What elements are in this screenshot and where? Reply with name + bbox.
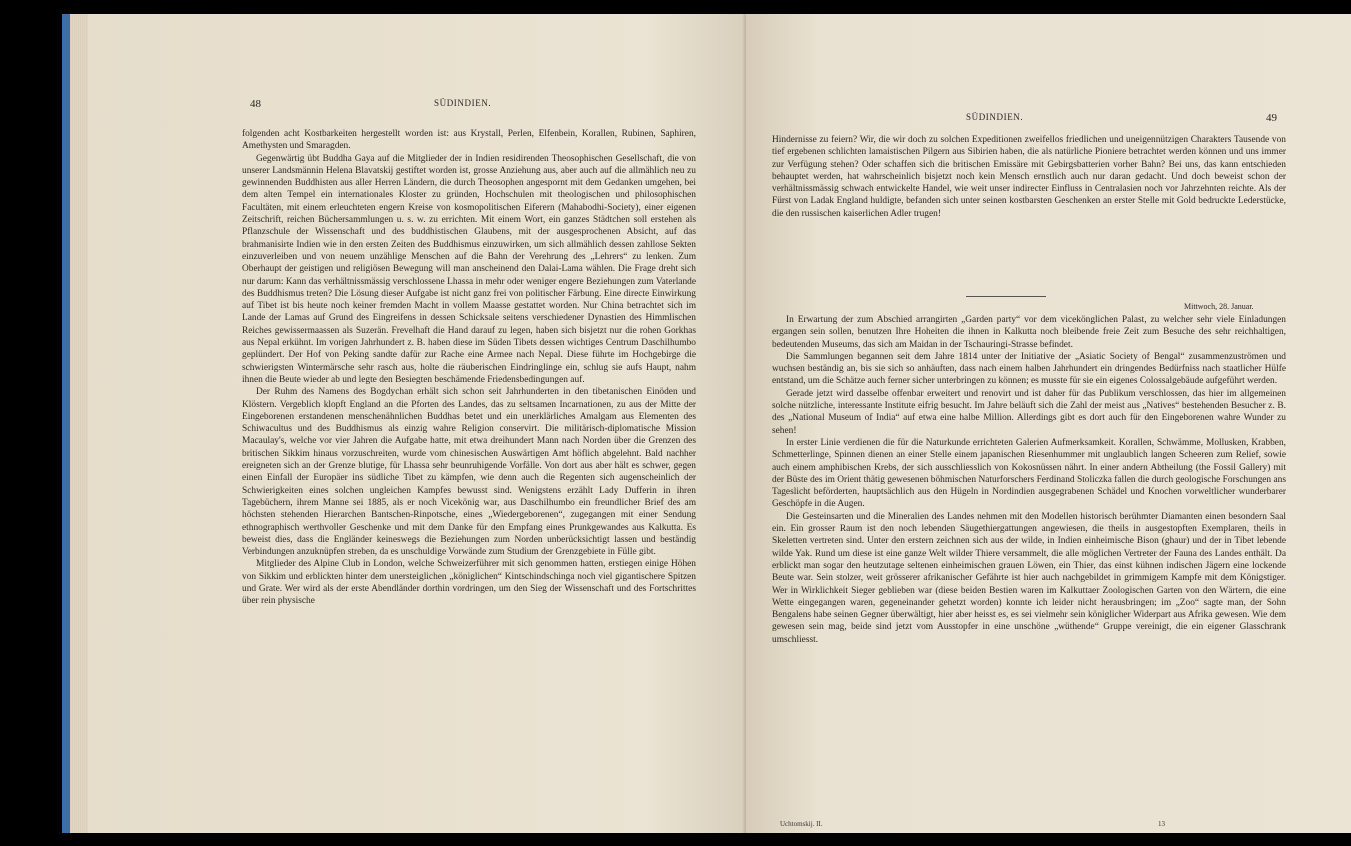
running-head: SÜDINDIEN. (966, 112, 1024, 122)
right-page-text-bottom (772, 314, 1286, 646)
book-spread (62, 14, 1351, 833)
paragraph: Gerade jetzt wird dasselbe offenbar erweitert und renovirt und ist daher für das Publikum verschlossen, das hier im allgemeinen solche nützliche, interessante Institute eifrig besucht. Im Jahre beläuft sich die Zahl der meist aus „Natives“ bestehenden Besucher z. B. des „National Museum of India“ auf etwa eine halbe Million. Allerdings gibt es dort auch für den Eingeborenen wahre Wunder zu sehen! (772, 388, 1286, 436)
right-page (746, 14, 1351, 833)
paragraph: folgenden acht Kostbarkeiten hergestellt worden ist: aus Krystall, Perlen, Elfenbein, Korallen, Rubinen, Saphiren, Amethysten und Smaragden. (242, 129, 696, 152)
left-page (88, 14, 746, 833)
paragraph: Hindernisse zu feiern? Wir, die wir doch zu solchen Expeditionen zweifellos friedlichen und uneigennützigen Charakters Tausende von tief ergebenen schlichten lamaistischen Pilgern aus Sibirien haben, die als natürliche Pioniere betrachtet werden können und uns immer zur Verfügung stehen? Oder schaffen sich die britischen Emissäre mit Gebirgsbatterien vorher Bahn? Bei uns, das kann entschieden behauptet werden, hat wahrscheinlich bisjetzt noch kein Mensch ernstlich auch nur daran gedacht. Und doch beweist schon der verhältnissmässig schwach entwickelte Handel, wie weit unser indirecter Einfluss in Centralasien noch vor Jahrzehnten reichte. Als der Fürst von Ladak England huldigte, befanden sich unter seinen kostbarsten Geschenken an erster Stelle mit Gold bedruckte Lederstücke, die den russischen kaiserlichen Adler trugen! (772, 135, 1286, 219)
paragraph: Die Gesteinsarten und die Mineralien des Landes nehmen mit den Modellen historisch berühmter Diamanten einen besondern Saal ein. Ein grosser Raum ist den noch lebenden Säugethiergattungen angewiesen, die theils in ausgestopften Exemplaren, theils in Skeletten vertreten sind. Unter den erstern zeichnen sich aus der wilde, in Indien einheimische Bison (ghaur) und der in Tibet lebende wilde Yak. Rund um diese ist eine ganze Welt wilder Thiere versammelt, die alle möglichen Vertreter der Fauna des Landes enthält. Da erblickt man sogar den heutzutage seltenen einheimischen grauen Löwen, ein Thier, das einst kühnen indischen Jägern eine lockende Beute war. Sein stolzer, weit grösserer afrikanischer Gefährte ist hier auch nachgebildet in grimmigem Kampfe mit dem Königstiger. Wer in Wirklichkeit Sieger geblieben war (diese beiden Bestien waren im Kalkuttaer Zoologischen Garten von den Wärtern, die eine Wette eingegangen waren, gegeneinander gehetzt worden) konnte ich leider nicht herausbringen; im „Zoo“ sagte man, der Sohn Bengalens habe seinen Gegner überwältigt, hier aber heisst es, es sei vielmehr sein königlicher Widerpart aus Afrika gewesen. Wie dem gewesen sein mag, beide sind jetzt vom Ausstopfer in eine unschöne „wüthende“ Gruppe vereinigt, die ein eigener Glasschrank umschliesst. (772, 511, 1286, 645)
page-stack-edge (70, 14, 88, 833)
signature-mark: Uchtomskij. II. (780, 820, 823, 828)
paragraph: Gegenwärtig übt Buddha Gaya auf die Mitglieder der in Indien residirenden Theosophischen Gesellschaft, die von unserer Landsmännin Helena Blavatskij gestiftet worden ist, grosse Anziehung aus, aber auch auf die allmählich neu zu gewinnenden Buddhisten aus aller Herren Ländern, die durch Theosophen angespornt mit dem Gedanken umgehen, bei dem alten Tempel ein internationales Kloster zu gründen, Hochschulen mit theologischen und philosophischen Facultäten, mit einem erleuchteten engern Kreise von kosmopolitischen Eiferern (Mahabodhi-Society), einer eigenen Zeitschrift, reichen Büchersammlungen u. s. w. zu errichten. Mit einem Wort, ein ganzes Städtchen soll erstehen als Pflanzschule der Wissenschaft und des buddhistischen Glaubens, mit der ausgesprochenen Absicht, auf das brahmanisirte Indien wie in den ersten Zeiten des Buddhismus einzuwirken, um sich allmählich dessen zahllose Sekten einzuverleiben und von neuem unzählige Menschen auf die Bahn der Verehrung des „Lehrers“ zu lenken. Zum Oberhaupt der geistigen und religiösen Bewegung will man anscheinend den Dalai-Lama wählen. Die Frage dreht sich nur darum: Kann das verhältnissmässig verschlossene Lhassa in mehr oder weniger engere Beziehungen zum Vaterlande des Buddhismus treten? Die Lösung dieser Aufgabe ist nicht ganz frei von politischer Färbung. Eine directe Einwirkung auf Tibet ist bis heute noch keiner fremden Macht in vollem Maasse gestattet worden. Nur China betrachtet sich im Lande der Lamas auf Grund des Eingreifens in dessen Schicksale seitens verschiedener Dynastien des Himmlischen Reiches gewissermaassen als Suzerän. Frevelhaft die Hand darauf zu legen, haben sich bisjetzt nur die rohen Gorkhas aus Nepal erkühnt. Im vorigen Jahrhundert z. B. haben diese im Süden Tibets dessen wichtiges Centrum Daschilhumbo geplündert. Der Hof von Peking sandte dafür zur Rache eine Armee nach Nepal. Diese führte im Hochgebirge die schwierigsten Wintermärsche sehr rasch aus, holte die räuberischen Eindringlinge ein, schlug sie aufs Haupt, nahm ihnen die Beute wieder ab und legte den Besiegten beschämende Friedensbedingungen auf. (242, 153, 696, 385)
paragraph: Die Sammlungen begannen seit dem Jahre 1814 unter der Initiative der „Asiatic Society of Bengal“ zusammenzuströmen und wuchsen beständig an, bis sie sich so anhäuften, dass nach einem halben Jahrhundert ein dringendes Bedürfniss nach staatlicher Hülfe entstand, um die Schätze auch ferner sicher unterbringen zu können; es musste für sie ein eigenes Colossalgebäude aufgeführt werden. (772, 351, 1286, 387)
paragraph: In erster Linie verdienen die für die Naturkunde errichteten Galerien Aufmerksamkeit. Korallen, Schwämme, Mollusken, Krabben, Schmetterlinge, Spinnen dienen an einer Stelle einem japanischen Riesenhummer mit unglaublich langen Scheeren zum Relief, sowie auch einem amphibischen Krebs, der sich ausschliesslich von Kokosnüssen nährt. In einer andern Abtheilung (the Fossil Gallery) mit der Büste des im Orient thätig gewesenen böhmischen Naturforschers Ferdinand Stoliczka fallen die durch geologische Forschungen ans Tageslicht beförderten, hauptsächlich aus den Hügeln in Nordindien ausgegrabenen Schädel und Knochen vorweltlicher wunderbarer Geschöpfe in die Augen. (772, 437, 1286, 510)
page-number: 48 (250, 98, 261, 110)
running-head: SÜDINDIEN. (434, 98, 492, 108)
paragraph: Mitglieder des Alpine Club in London, welche Schweizerführer mit sich genommen hatten, erstiegen einige Höhen von Sikkim und erblickten hinter dem unersteiglichen „königlichen“ Kintschindschinga noch viel gigantischere Spitzen und Grate. Wer wird als der erste Abendländer dorthin vordringen, um den Sieg der Wissenschaft und des Fortschrittes über rein physische (242, 559, 696, 607)
date-line: Mittwoch, 28. Januar. (1184, 302, 1254, 311)
section-divider (966, 296, 1046, 297)
left-page-text (242, 128, 696, 608)
paragraph: Der Ruhm des Namens des Bogdychan erhält sich schon seit Jahrhunderten in den tibetanischen Einöden und Klöstern. Vergeblich klopft England an die Pforten des Landes, das zu seltsamen Incarnationen, zu aus der Mitte der Eingeborenen erstandenen menschenähnlichen Buddhas betet und ein unerklärliches Amalgam aus Elementen des Schiwacultus und des Buddhismus als einzig wahre Religion conservirt. Die militärisch-diplomatische Mission Macaulay's, welche vor vier Jahren die Aufgabe hatte, mit etwa dreihundert Mann nach Norden über die Grenzen des britischen Sikkim hinaus vorzuschreiten, wurde vom chinesischen Auswärtigen Amt höflich abgelehnt. Bald nachher ereigneten sich an der Grenze blutige, für Lhassa sehr beunruhigende Vorfälle. Von dort aus aber hält es schwer, gegen einen Einfall der Europäer ins südliche Tibet zu kämpfen, wie denn auch die Regenten sich augenscheinlich der Schwierigkeiten eines solchen ungleichen Kampfes bewusst sind. Wenigstens erzählt Lady Dufferin in ihren Tagebüchern, ihrem Manne sei 1885, als er noch Vicekönig war, aus Daschilhumbo ein freundlicher Brief des am höchsten stehenden Hierarchen Bantschen-Rinpotsche, eines „Wiedergeborenen“, zugegangen mit einer Sendung ethnographisch werthvoller Geschenke und mit dem Danke für den Empfang eines Prunkgewandes aus Kalkutta. Es beweist dies, dass die Engländer keineswegs die Beziehungen zum Norden unberücksichtigt lassen und beständig Verbindungen anzuknüpfen streben, da es unschuldige Vorwände zum Studium der Grenzgebiete in Fülle gibt. (242, 387, 696, 558)
paragraph: In Erwartung der zum Abschied arrangirten „Garden party“ vor dem vicekönglichen Palast, zu welcher sehr viele Einladungen ergangen sein sollen, benutzen Ihre Hoheiten die ihnen in Kalkutta noch bleibende freie Zeit zum Besuche des sehr reichhaltigen, bedeutenden Museums, das sich am Maidan in der Tschauringi-Strasse befindet. (772, 315, 1286, 350)
right-page-text-top (772, 134, 1286, 220)
page-number: 49 (1266, 112, 1277, 124)
signature-number: 13 (1158, 820, 1165, 828)
book-cover-edge (62, 14, 70, 833)
